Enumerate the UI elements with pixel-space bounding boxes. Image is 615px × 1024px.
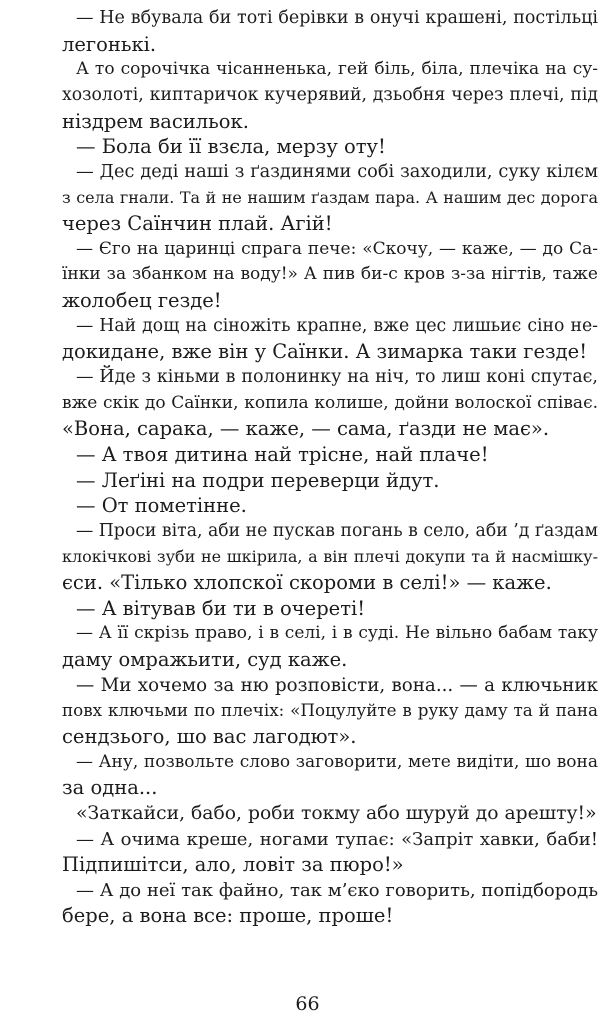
text-line: «Вона, сарака, — каже, — сама, ґазди не має». xyxy=(62,417,550,441)
text-line: — Йде з кіньми в полонинку на ніч, то лиш коні спутає, xyxy=(76,366,598,387)
text-line: — Ми хочемо за ню розповісти, вона... — а ключьник xyxy=(76,674,598,696)
text-line: — Леґіні на подри переверци йдут. xyxy=(76,468,440,492)
text-line: «Заткайси, бабо, роби токму або шуруй до арешту!» xyxy=(76,802,597,824)
text-line: за одна... xyxy=(62,776,158,800)
text-line: бере, а вона все: проше, проше! xyxy=(62,904,394,928)
text-line: єси. «Тілько хлопскої скороми в селі!» — каже. xyxy=(62,571,552,595)
text-line: з села гнали. Та й не нашим ґаздам пара. А нашим дес дорога xyxy=(62,188,598,208)
text-line: вже скік до Саїнки, копила колише, дойни волоскої співає. xyxy=(62,392,598,413)
page-number: 66 xyxy=(295,993,320,1015)
text-line: повх ключьми по плечіх: «Поцулуйте в руку даму та й пана xyxy=(62,700,598,721)
text-line: докидане, вже він у Саїнки. А зимарка таки гезде! xyxy=(62,340,588,364)
text-line: Підпишітси, ало, ловіт за пюро!» xyxy=(62,853,404,877)
text-line: жолобец гезде! xyxy=(62,289,222,313)
text-line: ніздрем васильок. xyxy=(62,109,249,133)
text-line: — Єго на царинці спрага пече: «Скочу, — каже, — до Са- xyxy=(76,238,598,259)
text-line: легонькі. xyxy=(62,32,157,56)
text-line: — Бола би її взєла, мерзу оту! xyxy=(76,135,386,159)
text-line: хозолоті, киптаричок кучерявий, дзьобня через плечі, під xyxy=(62,84,598,105)
text-line: — Дес деді наші з ґаздинями собі заходили, суку кілєм xyxy=(76,161,598,182)
text-line: — Не вбувала би тоті берівки в онучі крашені, постільці xyxy=(76,8,598,28)
text-line: клокічкові зуби не шкірила, а він плечі докупи та й насмішку- xyxy=(62,547,598,567)
text-line: А то сорочічка чісанненька, гей біль, біла, плечіка на су- xyxy=(76,59,598,80)
text-line: — Най дощ на сіножіть крапне, вже цес лишьиє сіно не- xyxy=(76,315,598,336)
text-line: — А очима креше, ногами тупає: «Запріт хавки, баби! xyxy=(76,828,598,850)
text-line: даму омражьити, суд каже. xyxy=(62,648,348,672)
text-line: — Проси віта, аби не пускав погань в село, аби ’д ґаздам xyxy=(76,520,598,541)
text-line: через Саїнчин плай. Агій! xyxy=(62,212,333,236)
text-line: — От пометінне. xyxy=(76,494,247,518)
text-line: — А твоя дитина най трісне, най плаче! xyxy=(76,442,489,466)
body-text xyxy=(62,6,598,929)
text-line: — А її скрізь право, і в селі, і в суді. Не вільно бабам таку xyxy=(76,623,598,644)
text-line: — А до неї так файно, так м’єко говорить, попідбородь xyxy=(76,879,598,901)
text-line: — Ану, позвольте слово заговорити, мете видіти, шо вона xyxy=(76,751,598,772)
text-line: їнки за збанком на воду!» А пив би-с кров з-за нігтів, таже xyxy=(62,264,598,285)
text-line: сендзього, шо вас лагодют». xyxy=(62,724,357,748)
text-line: — А вітував би ти в очереті! xyxy=(76,596,366,620)
